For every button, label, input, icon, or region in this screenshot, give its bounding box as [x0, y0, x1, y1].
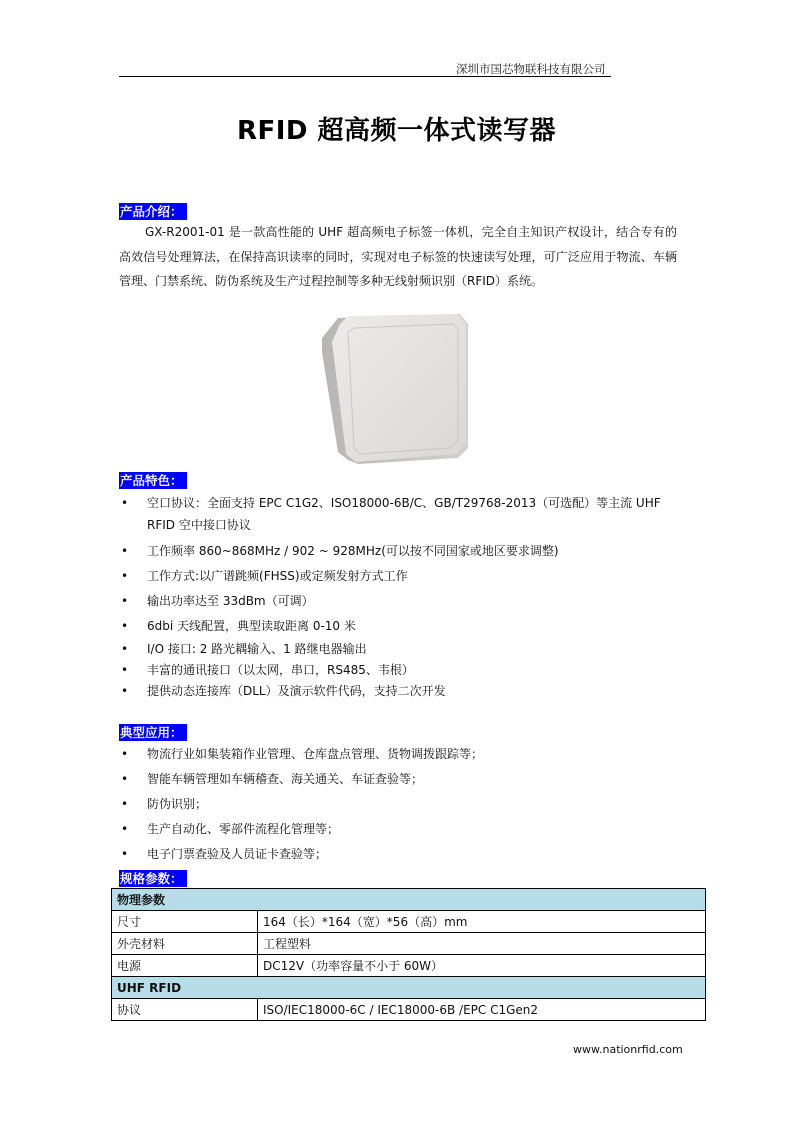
feature-item: • 输出功率达至 33dBm（可调）: [119, 590, 689, 612]
spec-value: 工程塑料: [258, 933, 706, 955]
page-title: RFID 超高频一体式读写器: [236, 116, 557, 146]
bullet-icon: •: [121, 569, 129, 583]
spec-label: 外壳材料: [112, 933, 258, 955]
spec-label: 电源: [112, 955, 258, 977]
application-item: • 智能车辆管理如车辆稽查、海关通关、车证查验等；: [119, 769, 689, 790]
bullet-icon: •: [121, 847, 129, 861]
bullet-icon: •: [121, 544, 129, 558]
table-row: [112, 999, 706, 1021]
product-image: [318, 312, 470, 464]
features-list: [119, 492, 689, 702]
applications-list: [119, 744, 689, 865]
intro-paragraph: GX-R2001-01 是一款高性能的 UHF 超高频电子标签一体机，完全自主知识产权设计，结合专有的高效信号处理算法，在保持高识读率的同时，实现对电子标签的快速读写处理，可广泛应用于物流、车辆管理、门禁系统、防伪系统及生产过程控制等多种无线射频识别（RFID）系统。: [119, 225, 677, 288]
feature-item: • 提供动态连接库（DLL）及演示软件代码，支持二次开发: [119, 681, 689, 702]
section-heading-applications: 典型应用：: [119, 724, 187, 741]
table-row: [112, 911, 706, 933]
spec-value: 164（长）*164（宽）*56（高）mm: [258, 911, 706, 933]
spec-value: DC12V（功率容量不小于 60W）: [258, 955, 706, 977]
bullet-icon: •: [121, 496, 129, 510]
spec-label: 协议: [112, 999, 258, 1021]
feature-item: • 工作方式:以广谱跳频(FHSS)或定频发射方式工作: [119, 565, 689, 587]
spec-value: ISO/IEC18000-6C / IEC18000-6B /EPC C1Gen2: [258, 999, 706, 1021]
application-item: • 防伪识别；: [119, 794, 689, 815]
feature-item: • 6dbi 天线配置，典型读取距离 0-10 米: [119, 615, 689, 637]
bullet-icon: •: [121, 747, 129, 761]
bullet-icon: •: [121, 797, 129, 811]
bullet-icon: •: [121, 619, 129, 633]
spec-table: [111, 888, 706, 1021]
bullet-icon: •: [121, 772, 129, 786]
bullet-icon: •: [121, 663, 129, 677]
table-group-row: [112, 889, 706, 911]
header-divider: [119, 76, 611, 77]
section-heading-features: 产品特色：: [119, 472, 187, 489]
spec-label: 尺寸: [112, 911, 258, 933]
section-heading-specs: 规格参数：: [119, 870, 187, 887]
feature-item: • I/O 接口: 2 路光耦输入、1 路继电器输出: [119, 639, 689, 660]
application-item: • 电子门票查验及人员证卡查验等；: [119, 844, 689, 865]
table-row: [112, 955, 706, 977]
feature-item: • 工作频率 860~868MHz / 902 ~ 928MHz(可以按不同国家或地区要求调整): [119, 540, 689, 562]
table-row: [112, 933, 706, 955]
group-title-uhf: UHF RFID: [112, 977, 706, 999]
feature-item: • 空口协议：全面支持 EPC C1G2、ISO18000-6B/C、GB/T29768-2013（可选配）等主流 UHF RFID 空中接口协议: [119, 492, 689, 536]
bullet-icon: •: [121, 822, 129, 836]
bullet-icon: •: [121, 594, 129, 608]
bullet-icon: •: [121, 642, 129, 656]
application-item: • 生产自动化、零部件流程化管理等；: [119, 819, 689, 840]
footer-url: www.nationrfid.com: [573, 1043, 683, 1056]
table-group-row: [112, 977, 706, 999]
feature-item: • 丰富的通讯接口（以太网，串口，RS485、韦根）: [119, 660, 689, 681]
page-header-company: 深圳市国芯物联科技有限公司: [456, 62, 606, 76]
group-title-physical: 物理参数: [112, 889, 706, 911]
bullet-icon: •: [121, 684, 129, 698]
application-item: • 物流行业如集装箱作业管理、仓库盘点管理、货物调拨跟踪等；: [119, 744, 689, 765]
section-heading-intro: 产品介绍：: [119, 203, 187, 220]
